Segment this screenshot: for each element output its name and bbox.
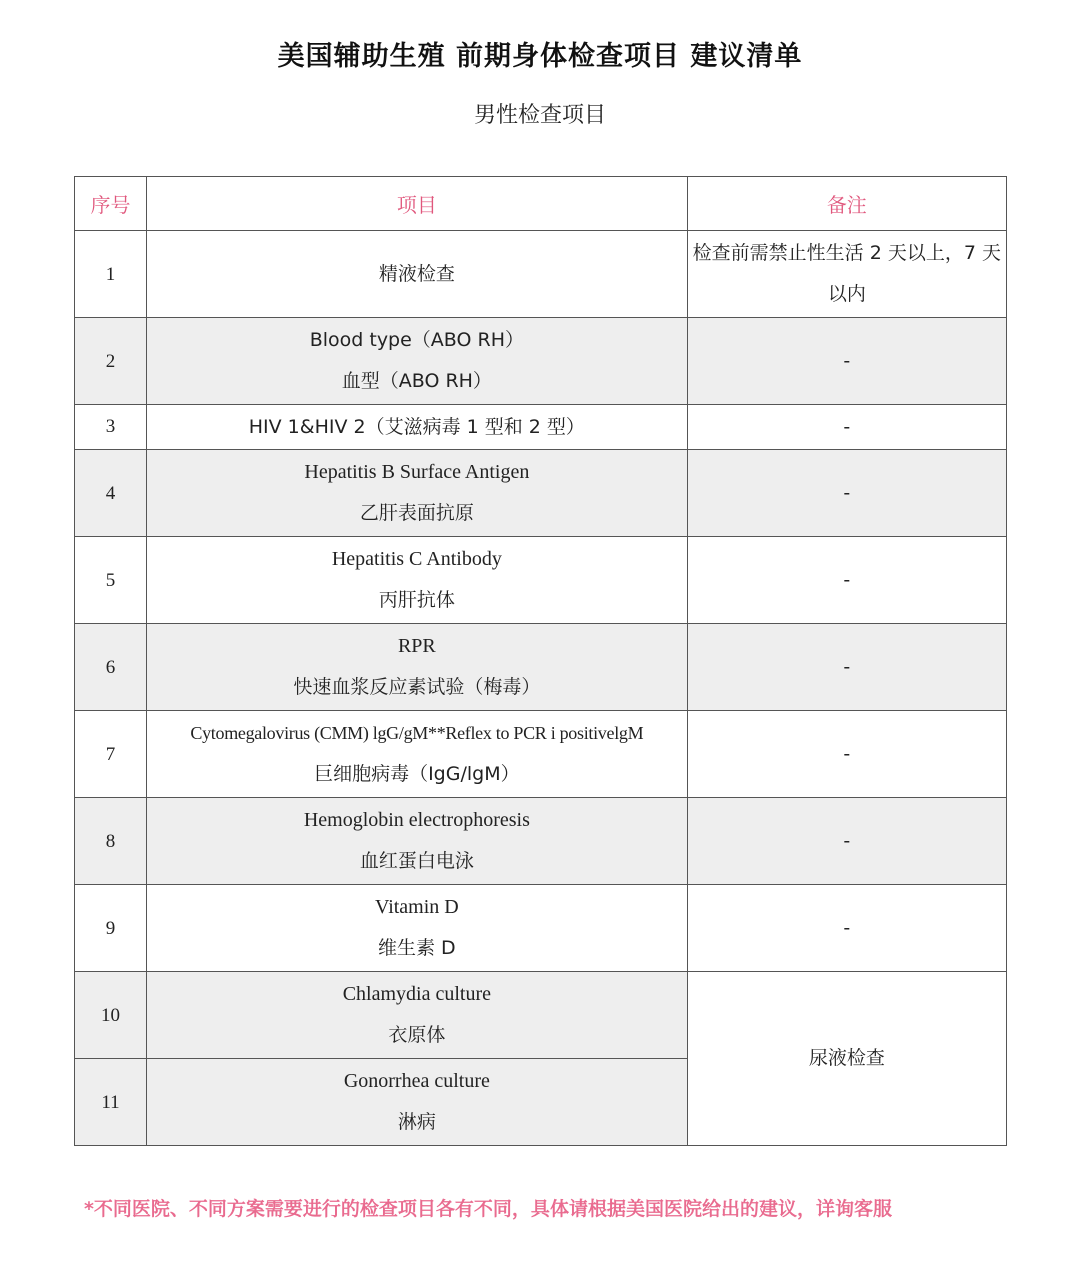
table-row (75, 798, 1007, 885)
row-item (147, 885, 688, 972)
row-index: 3 (75, 405, 147, 450)
row-item-cn: 衣原体 (388, 1024, 446, 1046)
table-row (75, 537, 1007, 624)
row-item-en: Hepatitis B Surface Antigen (304, 461, 530, 483)
row-note: - (687, 885, 1006, 972)
row-item (147, 537, 688, 624)
row-note-urine-test: 尿液检查 (687, 972, 1006, 1146)
row-item (147, 711, 688, 798)
row-note: - (687, 624, 1006, 711)
row-index: 8 (75, 798, 147, 885)
table-row (75, 318, 1007, 405)
row-index: 7 (75, 711, 147, 798)
table-row (75, 624, 1007, 711)
row-item-cn: 丙肝抗体 (378, 589, 455, 611)
row-item-cn: 精液检查 (378, 262, 455, 285)
header-note: 备注 (687, 177, 1006, 231)
header-index: 序号 (75, 177, 147, 231)
row-item (147, 405, 688, 450)
row-item-en: Cytomegalovirus (CMM) lgG/gM**Reflex to PCR i positivelgM (190, 723, 644, 743)
row-item-cn: 维生素 D (378, 937, 456, 959)
row-note: - (687, 405, 1006, 450)
row-index: 5 (75, 537, 147, 624)
row-note: - (687, 711, 1006, 798)
row-note: - (687, 798, 1006, 885)
row-item-en: RPR (397, 635, 436, 657)
row-index: 10 (75, 972, 147, 1059)
row-note: - (687, 450, 1006, 537)
row-item-en: Hepatitis C Antibody (331, 548, 502, 570)
row-item (147, 450, 688, 537)
row-item (147, 1059, 688, 1146)
row-index: 4 (75, 450, 147, 537)
row-item-cn: 血红蛋白电泳 (359, 850, 474, 872)
table-row (75, 885, 1007, 972)
row-item-en: Hemoglobin electrophoresis (303, 809, 530, 831)
table-row (75, 711, 1007, 798)
row-item-cn: 血型（ABO RH） (341, 370, 492, 392)
row-item-en: Vitamin D (374, 896, 459, 918)
row-index: 9 (75, 885, 147, 972)
row-item-cn: 淋病 (397, 1111, 436, 1133)
row-index: 1 (75, 231, 147, 318)
row-item (147, 231, 688, 318)
row-note: - (687, 537, 1006, 624)
row-item-cn: 快速血浆反应素试验（梅毒） (293, 676, 541, 698)
row-item (147, 798, 688, 885)
row-item-en: Blood type（ABO RH） (309, 329, 524, 351)
row-item (147, 318, 688, 405)
table-row (75, 231, 1007, 318)
table-row (75, 972, 1007, 1059)
table-header-row (75, 177, 1007, 231)
row-item-cn: 巨细胞病毒（IgG/lgM） (314, 763, 520, 785)
exam-table (74, 176, 1007, 1146)
row-note: - (687, 318, 1006, 405)
row-note: 检查前需禁止性生活 2 天以上，7 天以内 (687, 231, 1006, 318)
table-row (75, 405, 1007, 450)
row-index: 11 (75, 1059, 147, 1146)
row-item-en: Chlamydia culture (342, 983, 491, 1005)
row-item (147, 624, 688, 711)
row-index: 2 (75, 318, 147, 405)
row-item-cn: HIV 1&HIV 2（艾滋病毒 1 型和 2 型） (248, 416, 585, 438)
footer-disclaimer: *不同医院、不同方案需要进行的检查项目各有不同，具体请根据美国医院给出的建议，详询客服 (84, 1198, 892, 1220)
row-index: 6 (75, 624, 147, 711)
row-item-en: Gonorrhea culture (343, 1070, 490, 1092)
row-item-cn: 乙肝表面抗原 (359, 502, 474, 524)
row-item (147, 972, 688, 1059)
page-subtitle: 男性检查项目 (473, 103, 606, 128)
table-row (75, 450, 1007, 537)
page-title: 美国辅助生殖 前期身体检查项目 建议清单 (277, 41, 803, 72)
header-item: 项目 (147, 177, 688, 231)
